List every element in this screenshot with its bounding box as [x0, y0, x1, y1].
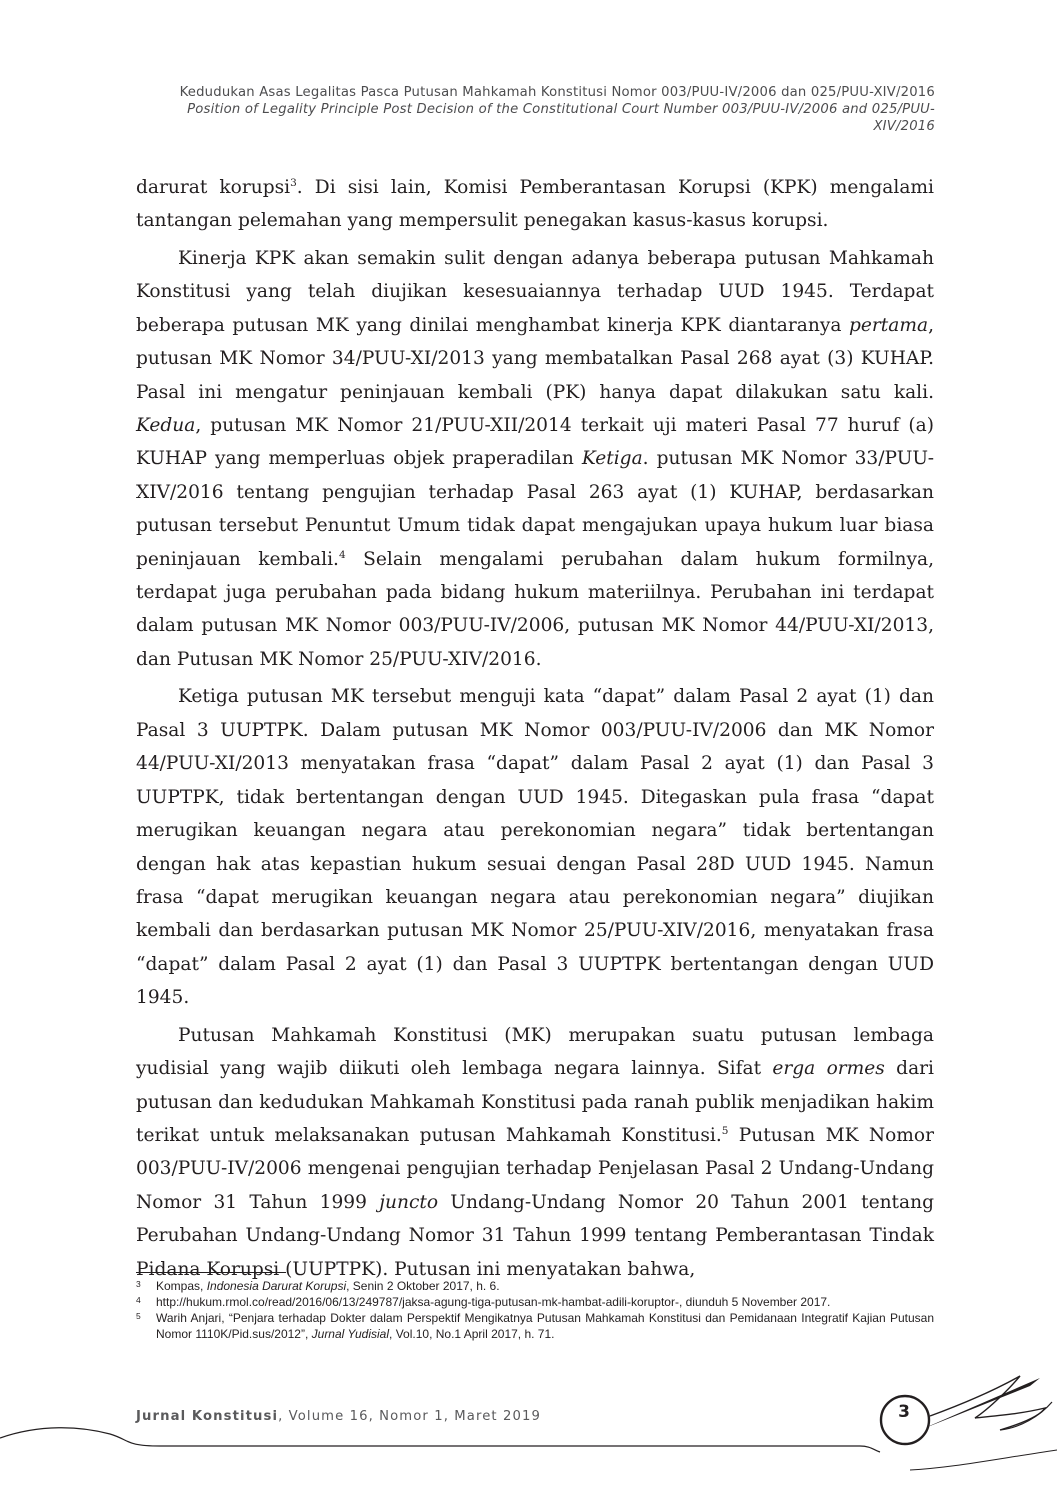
text-run: . Di sisi lain, Komisi Pemberantasan Korupsi (KPK) mengalami tantangan pelemahan yang mempersulit penegakan kasus-kasus korupsi.: [136, 177, 934, 232]
text-run: Putusan Mahkamah Konstitusi (MK) merupakan suatu putusan lembaga yudisial yang wajib diikuti oleh lembaga negara lainnya. Sifat: [136, 1024, 934, 1080]
footnote-divider: [136, 1272, 286, 1273]
page-number: 3: [898, 1402, 910, 1422]
footnote-3: [136, 1279, 934, 1294]
journal-footer: [136, 1409, 541, 1424]
footnote-number: 3: [136, 1279, 141, 1289]
footnote-ref-5[interactable]: 5: [721, 1124, 729, 1137]
footnote-link[interactable]: http://hukum.rmol.co/read/2016/06/13/249787/jaksa-agung-tiga-putusan-mk-hambat-adili-koruptor-, diunduh 5 November 2017.: [156, 1295, 831, 1310]
footnote-text: , Senin 2 Oktober 2017, h. 6.: [346, 1279, 500, 1293]
italic-term: Kedua: [136, 415, 196, 437]
text-run: Undang-Undang Nomor 20 Tahun 2001 tentang Perubahan Undang-Undang Nomor 31 Tahun 1999 tentang Pemberantasan Tindak Pidana Korupsi (UUPTPK). Putusan ini menyatakan bahwa,: [136, 1191, 934, 1280]
footnote-text: Warih Anjari, “Penjara terhadap Dokter dalam Perspektif Mengikatnya Putusan Mahkamah Konstitusi dan Pemidanaan Integratif Kajian Putusan Nomor 1110K/Pid.sus/2012”,: [156, 1311, 934, 1341]
paragraph-2: [136, 242, 934, 676]
article-body: [136, 171, 934, 1290]
footnote-number: 5: [136, 1311, 141, 1322]
italic-term: erga ormes: [772, 1058, 885, 1080]
footnote-text: Kompas,: [156, 1279, 207, 1293]
header-title-en-line2: XIV/2016: [873, 119, 935, 134]
footnote-ref-3[interactable]: 3: [290, 177, 297, 189]
text-run: Putusan MK Nomor 003/PUU-IV/2006 mengenai pengujian terhadap Penjelasan Pasal 2 Undang-Undang Nomor 31 Tahun 1999: [136, 1124, 934, 1213]
footnote-ref-4[interactable]: 4: [338, 548, 346, 561]
journal-name: Jurnal Konstitusi: [136, 1409, 279, 1424]
text-run: Kinerja KPK akan semakin sulit dengan adanya beberapa putusan Mahkamah Konstitusi yang telah diujikan kesesuaiannya terhadap UUD 1945. Terdapat beberapa putusan MK yang dinilai menghambat kinerja KPK diantaranya: [136, 248, 934, 336]
paragraph-4: [136, 1019, 934, 1286]
text-run: , putusan MK Nomor 21/PUU-XII/2014 terkait uji materi Pasal 77 huruf (a) KUHAP yang memperluas objek praperadilan: [136, 415, 934, 470]
paragraph-1: [136, 171, 934, 238]
footnote-italic: Jurnal Yudisial: [311, 1326, 390, 1341]
footnote-4: [136, 1295, 934, 1310]
paragraph-3: Ketiga putusan MK tersebut menguji kata “dapat” dalam Pasal 2 ayat (1) dan Pasal 3 UUPTPK. Dalam putusan MK Nomor 003/PUU-IV/2006 dan MK Nomor 44/PUU-XI/2013 menyatakan frasa “dapat” dalam Pasal 2 ayat (1) dan Pasal 3 UUPTPK, tidak bertentangan dengan UUD 1945. Ditegaskan pula frasa “dapat merugikan keuangan negara atau perekonomian negara” tidak bertentangan dengan hak atas kepastian hukum sesuai dengan Pasal 28D UUD 1945. Namun frasa “dapat merugikan keuangan negara atau perekonomian negara” diujikan kembali dan berdasarkan putusan MK Nomor 25/PUU-XIV/2016, menyatakan frasa “dapat” dalam Pasal 2 ayat (1) dan Pasal 3 UUPTPK bertentangan dengan UUD 1945.: [136, 686, 934, 1009]
text-run: darurat korupsi: [136, 177, 291, 198]
text-run: Selain mengalami perubahan dalam hukum formilnya, terdapat juga perubahan pada bidang hukum materiilnya. Perubahan ini terdapat dalam putusan MK Nomor 003/PUU-IV/2006, putusan MK Nomor 44/PUU-XI/2013, dan Putusan MK Nomor 25/PUU-XIV/2016.: [136, 548, 935, 670]
header-title-id: Kedudukan Asas Legalitas Pasca Putusan Mahkamah Konstitusi Nomor 003/PUU-IV/2006 dan 025/PUU-XIV/2016: [179, 85, 935, 100]
journal-issue: , Volume 16, Nomor 1, Maret 2019: [278, 1409, 541, 1424]
footnote-italic: Indonesia Darurat Korupsi: [206, 1279, 347, 1293]
italic-term: juncto: [379, 1191, 439, 1213]
footnotes: [136, 1279, 934, 1343]
footnote-5: [136, 1311, 934, 1341]
text-run: dari putusan dan kedudukan Mahkamah Konstitusi pada ranah publik menjadikan hakim terikat untuk melaksanakan putusan Mahkamah Konstitusi.: [136, 1058, 934, 1146]
footnote-number: 4: [136, 1295, 141, 1306]
text-run: , putusan MK Nomor 34/PUU-XI/2013 yang membatalkan Pasal 268 ayat (3) KUHAP. Pasal ini mengatur peninjauan kembali (PK) hanya dapat dilakukan satu kali.: [136, 314, 934, 403]
text-run: . putusan MK Nomor 33/PUU-XIV/2016 tentang pengujian terhadap Pasal 263 ayat (1) KUHAP, berdasarkan putusan tersebut Penuntut Umum tidak dapat mengajukan upaya hukum luar biasa peninjauan kembali.: [136, 448, 934, 570]
running-header: [130, 84, 935, 135]
italic-term: pertama: [849, 314, 929, 336]
italic-term: Ketiga: [581, 448, 643, 470]
header-title-en-line1: Position of Legality Principle Post Decision of the Constitutional Court Number 003/PUU-IV/2006 and 025/PUU-: [187, 102, 935, 117]
footnote-text: , Vol.10, No.1 April 2017, h. 71.: [389, 1326, 555, 1341]
